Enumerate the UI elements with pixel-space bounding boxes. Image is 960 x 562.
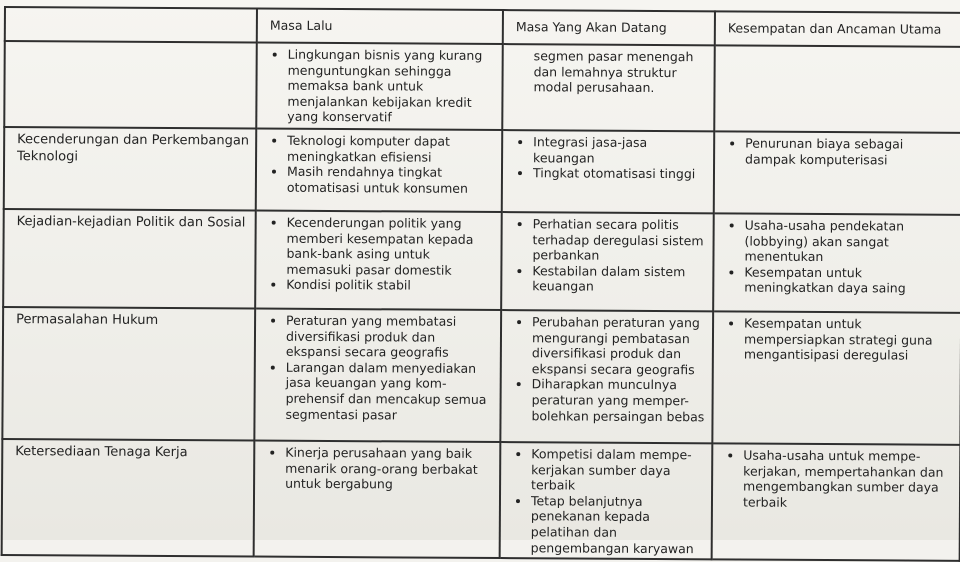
table-row — [4, 41, 960, 133]
future-item: • Kestabilan dalam sistem keuangan — [532, 263, 706, 295]
table-row — [3, 209, 960, 313]
opportunity-cell — [712, 443, 960, 561]
row-category: Permasalahan Hukum — [2, 307, 255, 441]
past-cell — [256, 43, 503, 131]
future-item: • Perubahan peraturan yang mengurangi pembatasan diversifikasi produk dan ekspansi secara geografis — [532, 314, 706, 377]
header-row — [5, 7, 960, 47]
past-item: • Masih rendahnya tingkat otomatisasi untuk konsumen — [287, 164, 495, 196]
table-row — [4, 127, 960, 215]
row-category: Ketersediaan Tenaga Kerja — [2, 439, 255, 557]
opportunity-item: • Usaha-usaha untuk mempe-kerjakan, mempertahankan dan mengembangkan sumber daya terbaik — [743, 448, 953, 512]
row-category — [4, 41, 257, 129]
past-item: • Larangan dalam menyediakan jasa keuangan yang kom-prehensif dan mencakup semua segmentasi pasar — [285, 360, 493, 424]
opportunity-cell — [713, 213, 960, 313]
future-item: • Kompetisi dalam mempe-kerjakan sumber daya terbaik — [531, 446, 705, 494]
future-cell — [502, 44, 715, 131]
future-item: • Diharapkan munculnya peraturan yang memper-bolehkan persaingan bebas — [531, 377, 705, 425]
past-cell — [255, 211, 502, 311]
table-row — [2, 307, 960, 445]
header-future: Masa Yang Akan Datang — [503, 10, 715, 45]
past-item: • Lingkungan bisnis yang kurang menguntungkan sehingga memaksa bank untuk menjalankan kebijakan kredit yang konservatif — [287, 47, 495, 126]
environment-analysis-table — [1, 6, 960, 562]
header-category — [5, 7, 257, 43]
future-cell — [501, 212, 714, 311]
future-item: • Perhatian secara politis terhadap deregulasi sistem perbankan — [532, 216, 706, 264]
opportunity-cell — [714, 45, 960, 133]
past-item: • Kondisi politik stabil — [286, 277, 494, 294]
past-cell — [256, 129, 502, 213]
table-row — [2, 439, 960, 561]
future-item: • Tingkat otomatisasi tinggi — [533, 165, 707, 182]
past-item: • Kinerja perusahaan yang baik menarik orang-orang berbakat untuk bergabung — [285, 445, 493, 493]
future-cell — [500, 310, 713, 443]
opportunity-item: • Kesempatan untuk meningkatkan daya saing — [744, 264, 954, 296]
past-cell — [254, 309, 501, 443]
future-item: segmen pasar menengah dan lemahnya struktur modal perusahaan. — [533, 48, 694, 96]
opportunity-item: • Penurunan biaya sebagai dampak komputerisasi — [745, 136, 955, 168]
row-category: Kecenderungan dan Perkembangan Teknologi — [4, 127, 256, 211]
header-past: Masa Lalu — [257, 9, 503, 45]
opportunity-cell — [714, 131, 960, 215]
future-cell — [500, 442, 713, 559]
header-opportunity: Kesempatan dan Ancaman Utama — [715, 11, 960, 47]
past-item: • Peraturan yang membatasi diversifikasi produk dan ekspansi secara geografis — [286, 313, 494, 361]
past-cell — [254, 441, 501, 559]
future-item: • Integrasi jasa-jasa keuangan — [533, 134, 707, 166]
future-item: • Tetap belanjutnya penekanan kepada pelatihan dan pengembangan karyawan — [531, 493, 705, 556]
opportunity-cell — [712, 311, 960, 445]
row-category: Kejadian-kejadian Politik dan Sosial — [3, 209, 256, 309]
opportunity-item: • Usaha-usaha pendekatan (lobbying) akan sangat menentukan — [744, 218, 954, 266]
past-item: • Teknologi komputer dapat meningkatkan efisiensi — [287, 133, 495, 165]
opportunity-item: • Kesempatan untuk mempersiapkan strategi guna mengantisipasi deregulasi — [744, 316, 954, 364]
past-item: • Kecenderungan politik yang memberi kesempatan kepada bank-bank asing untuk memasuki pasar domestik — [286, 215, 494, 279]
future-cell — [502, 130, 714, 213]
